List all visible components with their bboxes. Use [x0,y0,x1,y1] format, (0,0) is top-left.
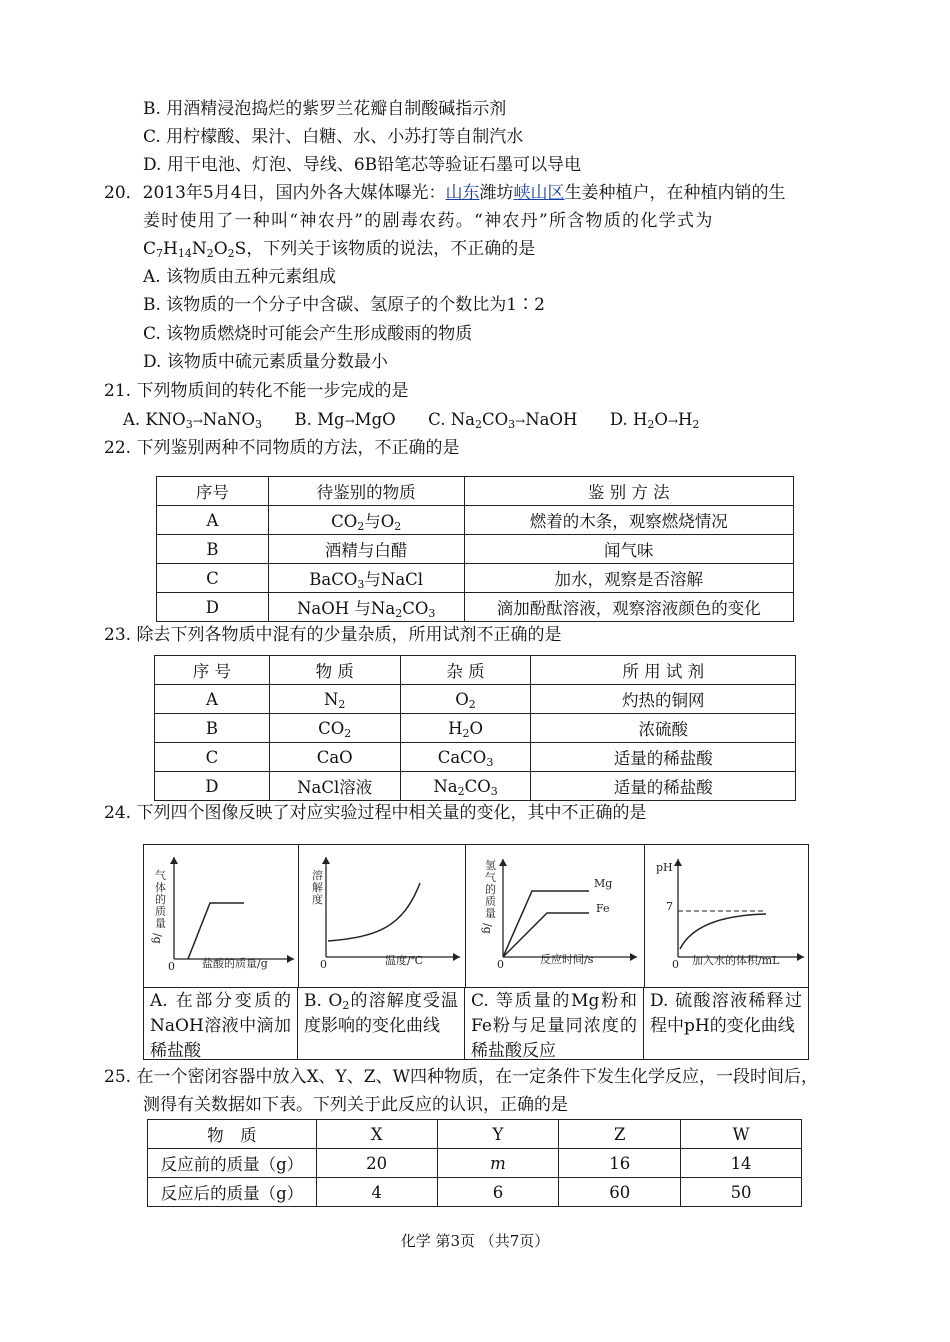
y-label-char: 气 [155,869,166,882]
impurity-cell: $Na_2CO_3$ [400,772,531,801]
q20-text: ，下列关于该物质的说法，不正确的是 [246,239,536,259]
row-label: 反应后的质量（g） [148,1178,317,1207]
y-label-char: 度 [312,893,323,906]
q20-stem-line3: $C_7H_{14}N_2O_2S$，下列关于该物质的说法，不正确的是 [143,239,536,260]
header-cell: W [681,1120,802,1149]
origin-label: 0 [320,958,327,971]
header-cell: Y [437,1120,559,1149]
caption-c: C. 等质量的Mg粉和Fe粉与足量同浓度的稀盐酸反应 [465,987,644,1059]
reagent-cell: 适量的稀盐酸 [531,743,796,772]
x-axis-arrow [630,953,637,961]
q20-stem-line1 [104,182,786,204]
x-axis-label: 加入水的体积/mL [692,954,780,967]
method-cell: 燃着的木条，观察燃烧情况 [464,506,793,535]
table-header-row [148,1120,802,1149]
table-header-row [157,477,794,506]
impurity-cell: CaCO$_3$ [400,743,531,772]
arrow: → [344,414,355,428]
graph-c [465,845,645,987]
q22-stem: 22. 下列鉴别两种不同物质的方法，不正确的是 [104,438,460,458]
q20-text: 潍坊 [479,183,514,203]
q21-options: A. $KNO_3\to NaNO_3$ B. Mg→MgO C. $Na_2CO_3\to NaOH$ D. $H_2O\to H_2$ [123,410,700,431]
row-id: A [157,506,269,535]
x-axis-label: 反应时间/s [540,953,594,966]
table-row [157,564,794,593]
y-label-char: 氢 [485,859,496,872]
y-label-char: 量 [155,917,166,930]
header-cell: 序号 [157,477,269,506]
header-cell: 序 号 [155,656,270,685]
and-text: 与 [354,599,371,618]
y-label-char: 质 [155,905,166,918]
tick-label-7: 7 [666,900,673,913]
table-row [148,1178,802,1207]
q21-option-c: C. [428,410,446,429]
substance-cell: $CO_2$ [269,714,400,743]
q23-table [154,655,796,801]
value-cell: 16 [559,1149,681,1178]
and-text: 与 [364,512,381,531]
q21-text: MgO [354,410,396,429]
table-row [157,506,794,535]
y-axis-label: pH [656,861,673,874]
series-mg [503,891,589,957]
curve-solubility [328,883,420,941]
q22-table [156,476,794,622]
table-row [157,535,794,564]
link-xiashan[interactable]: 峡山区 [513,183,565,203]
series-label-mg: Mg [594,877,613,890]
value-cell: 6 [437,1178,559,1207]
origin-label: 0 [497,958,504,971]
method-cell: 加水，观察是否溶解 [464,564,793,593]
header-cell: 杂 质 [400,656,531,685]
graph-d [644,845,808,987]
graph-c-svg [465,845,644,987]
substance-cell: BaCO$_3$与NaCl [268,564,464,593]
table-row [157,593,794,622]
graph-a-svg [144,845,298,987]
y-axis-arrow [170,857,178,864]
y-label-char: /g [481,923,494,934]
q20-text: 生姜种植户，在种植内销的生 [564,183,786,203]
header-cell: 鉴 别 方 法 [464,477,793,506]
method-cell: 滴加酚酞溶液，观察溶液颜色的变化 [464,593,793,622]
row-label: 反应前的质量（g） [148,1149,317,1178]
link-shandong[interactable]: 山东 [445,183,480,203]
header-cell: Z [559,1120,681,1149]
value-cell: 4 [316,1178,437,1207]
y-label-char: /g [151,933,164,944]
table-row [155,772,796,801]
graph-b [298,845,466,987]
q19-option-d: D. 用干电池、灯泡、导线、6B铅笔芯等验证石墨可以导电 [143,155,582,175]
q20-option-b: B. 该物质的一个分子中含碳、氢原子的个数比为1∶2 [143,295,545,315]
graph-a [144,845,299,987]
graph-b-svg [298,845,465,987]
y-label-char: 气 [485,871,496,884]
row-id: D [155,772,270,801]
y-label-char: 的 [155,893,166,906]
origin-label: 0 [168,960,175,973]
y-axis-arrow [499,859,507,866]
y-axis-arrow [674,859,682,866]
q21-option-b: B. Mg [294,410,345,429]
q25-stem-line1: 25. 在一个密闭容器中放入X、Y、Z、W四种物质，在一定条件下发生化学反应，一段时间后， [104,1067,819,1087]
value-cell: 60 [559,1178,681,1207]
reagent-cell: 浓硫酸 [531,714,796,743]
caption-d: D. 硫酸溶液稀释过程中pH的变化曲线 [644,987,808,1059]
caption-b: B. $O_2$的溶解度受温度影响的变化曲线 [298,987,465,1059]
method-cell: 闻气味 [464,535,793,564]
caption-b-prefix: B. O [304,991,343,1011]
substance-cell: NaOH 与$Na_2CO_3$ [268,593,464,622]
row-id: C [157,564,269,593]
table-row [155,685,796,714]
q21-option-d: D. [609,410,628,429]
impurity-cell: $O_2$ [400,685,531,714]
table-row [148,1149,802,1178]
y-axis-arrow [322,857,330,864]
x-axis-arrow [287,955,294,963]
x-axis-arrow [797,953,804,961]
arrow: → [515,414,526,428]
table-row [155,714,796,743]
q20-text: 20．2013年5月4日，国内外各大媒体曝光： [104,183,446,203]
header-cell: X [316,1120,437,1149]
row-id: B [155,714,270,743]
q25-stem-line2: 测得有关数据如下表。下列关于此反应的认识，正确的是 [143,1095,568,1115]
page-footer: 化学 第3页 （共7页） [400,1232,550,1250]
x-axis-label: 盐酸的质量/g [202,957,268,970]
x-axis-arrow [453,953,460,961]
value-cell: m [437,1149,559,1178]
y-label-char: 体 [155,881,166,894]
q20-option-a: A. 该物质由五种元素组成 [143,267,337,287]
curve-gas [188,903,244,959]
value-cell: 14 [681,1149,802,1178]
q23-stem: 23. 除去下列各物质中混有的少量杂质，所用试剂不正确的是 [104,625,562,645]
impurity-cell: $H_2O$ [400,714,531,743]
caption-b-text: 的溶解度受温度影响的变化曲线 [304,991,459,1036]
row-id: B [157,535,269,564]
substance-cell: $N_2$ [269,685,400,714]
q25-table [147,1119,802,1207]
header-cell: 物 质 [269,656,400,685]
series-fe [503,913,589,957]
reagent-cell: 灼热的铜网 [531,685,796,714]
q21-stem: 21. 下列物质间的转化不能一步完成的是 [104,381,409,401]
substance-cell: $CO_2$与$O_2$ [268,506,464,535]
graph-d-svg [644,845,808,987]
substance-cell: NaCl溶液 [269,772,400,801]
series-label-fe: Fe [596,902,610,915]
y-label-char: 的 [485,883,496,896]
row-id: C [155,743,270,772]
row-id: D [157,593,269,622]
q20-option-c: C. 该物质燃烧时可能会产生形成酸雨的物质 [143,324,473,344]
arrow: → [667,414,679,428]
q21-option-a: A. [123,410,141,429]
q24-graph-grid [143,844,809,1060]
q20-stem-line2: 姜时使用了一种叫“神农丹”的剧毒农药。“神农丹”所含物质的化学式为 [143,211,714,231]
table-header-row [155,656,796,685]
q19-option-c: C. 用柠檬酸、果汁、白糖、水、小苏打等自制汽水 [143,127,524,147]
q24-stem: 24. 下列四个图像反映了对应实验过程中相关量的变化，其中不正确的是 [104,803,647,823]
caption-a: A. 在部分变质的NaOH溶液中滴加稀盐酸 [144,987,298,1059]
reagent-cell: 适量的稀盐酸 [531,772,796,801]
x-axis-label: 温度/℃ [385,954,424,967]
q20-option-d: D. 该物质中硫元素质量分数最小 [143,352,388,372]
header-cell: 物 质 [148,1120,317,1149]
value-cell: 50 [681,1178,802,1207]
y-label-char: 解 [312,881,323,894]
y-label-char: 溶 [312,869,323,882]
arrow: → [192,414,203,428]
table-row [155,743,796,772]
header-cell: 所 用 试 剂 [531,656,796,685]
substance-cell: 酒精与白醋 [268,535,464,564]
q19-option-b: B. 用酒精浸泡捣烂的紫罗兰花瓣自制酸碱指示剂 [143,99,507,119]
and-text: 与 [364,570,381,589]
row-id: A [155,685,270,714]
origin-label: 0 [672,958,679,971]
y-label-char: 质 [485,895,496,908]
substance-cell: CaO [269,743,400,772]
curve-ph [680,914,766,949]
y-label-char: 量 [485,907,496,920]
header-cell: 待鉴别的物质 [268,477,464,506]
value-cell: 20 [316,1149,437,1178]
